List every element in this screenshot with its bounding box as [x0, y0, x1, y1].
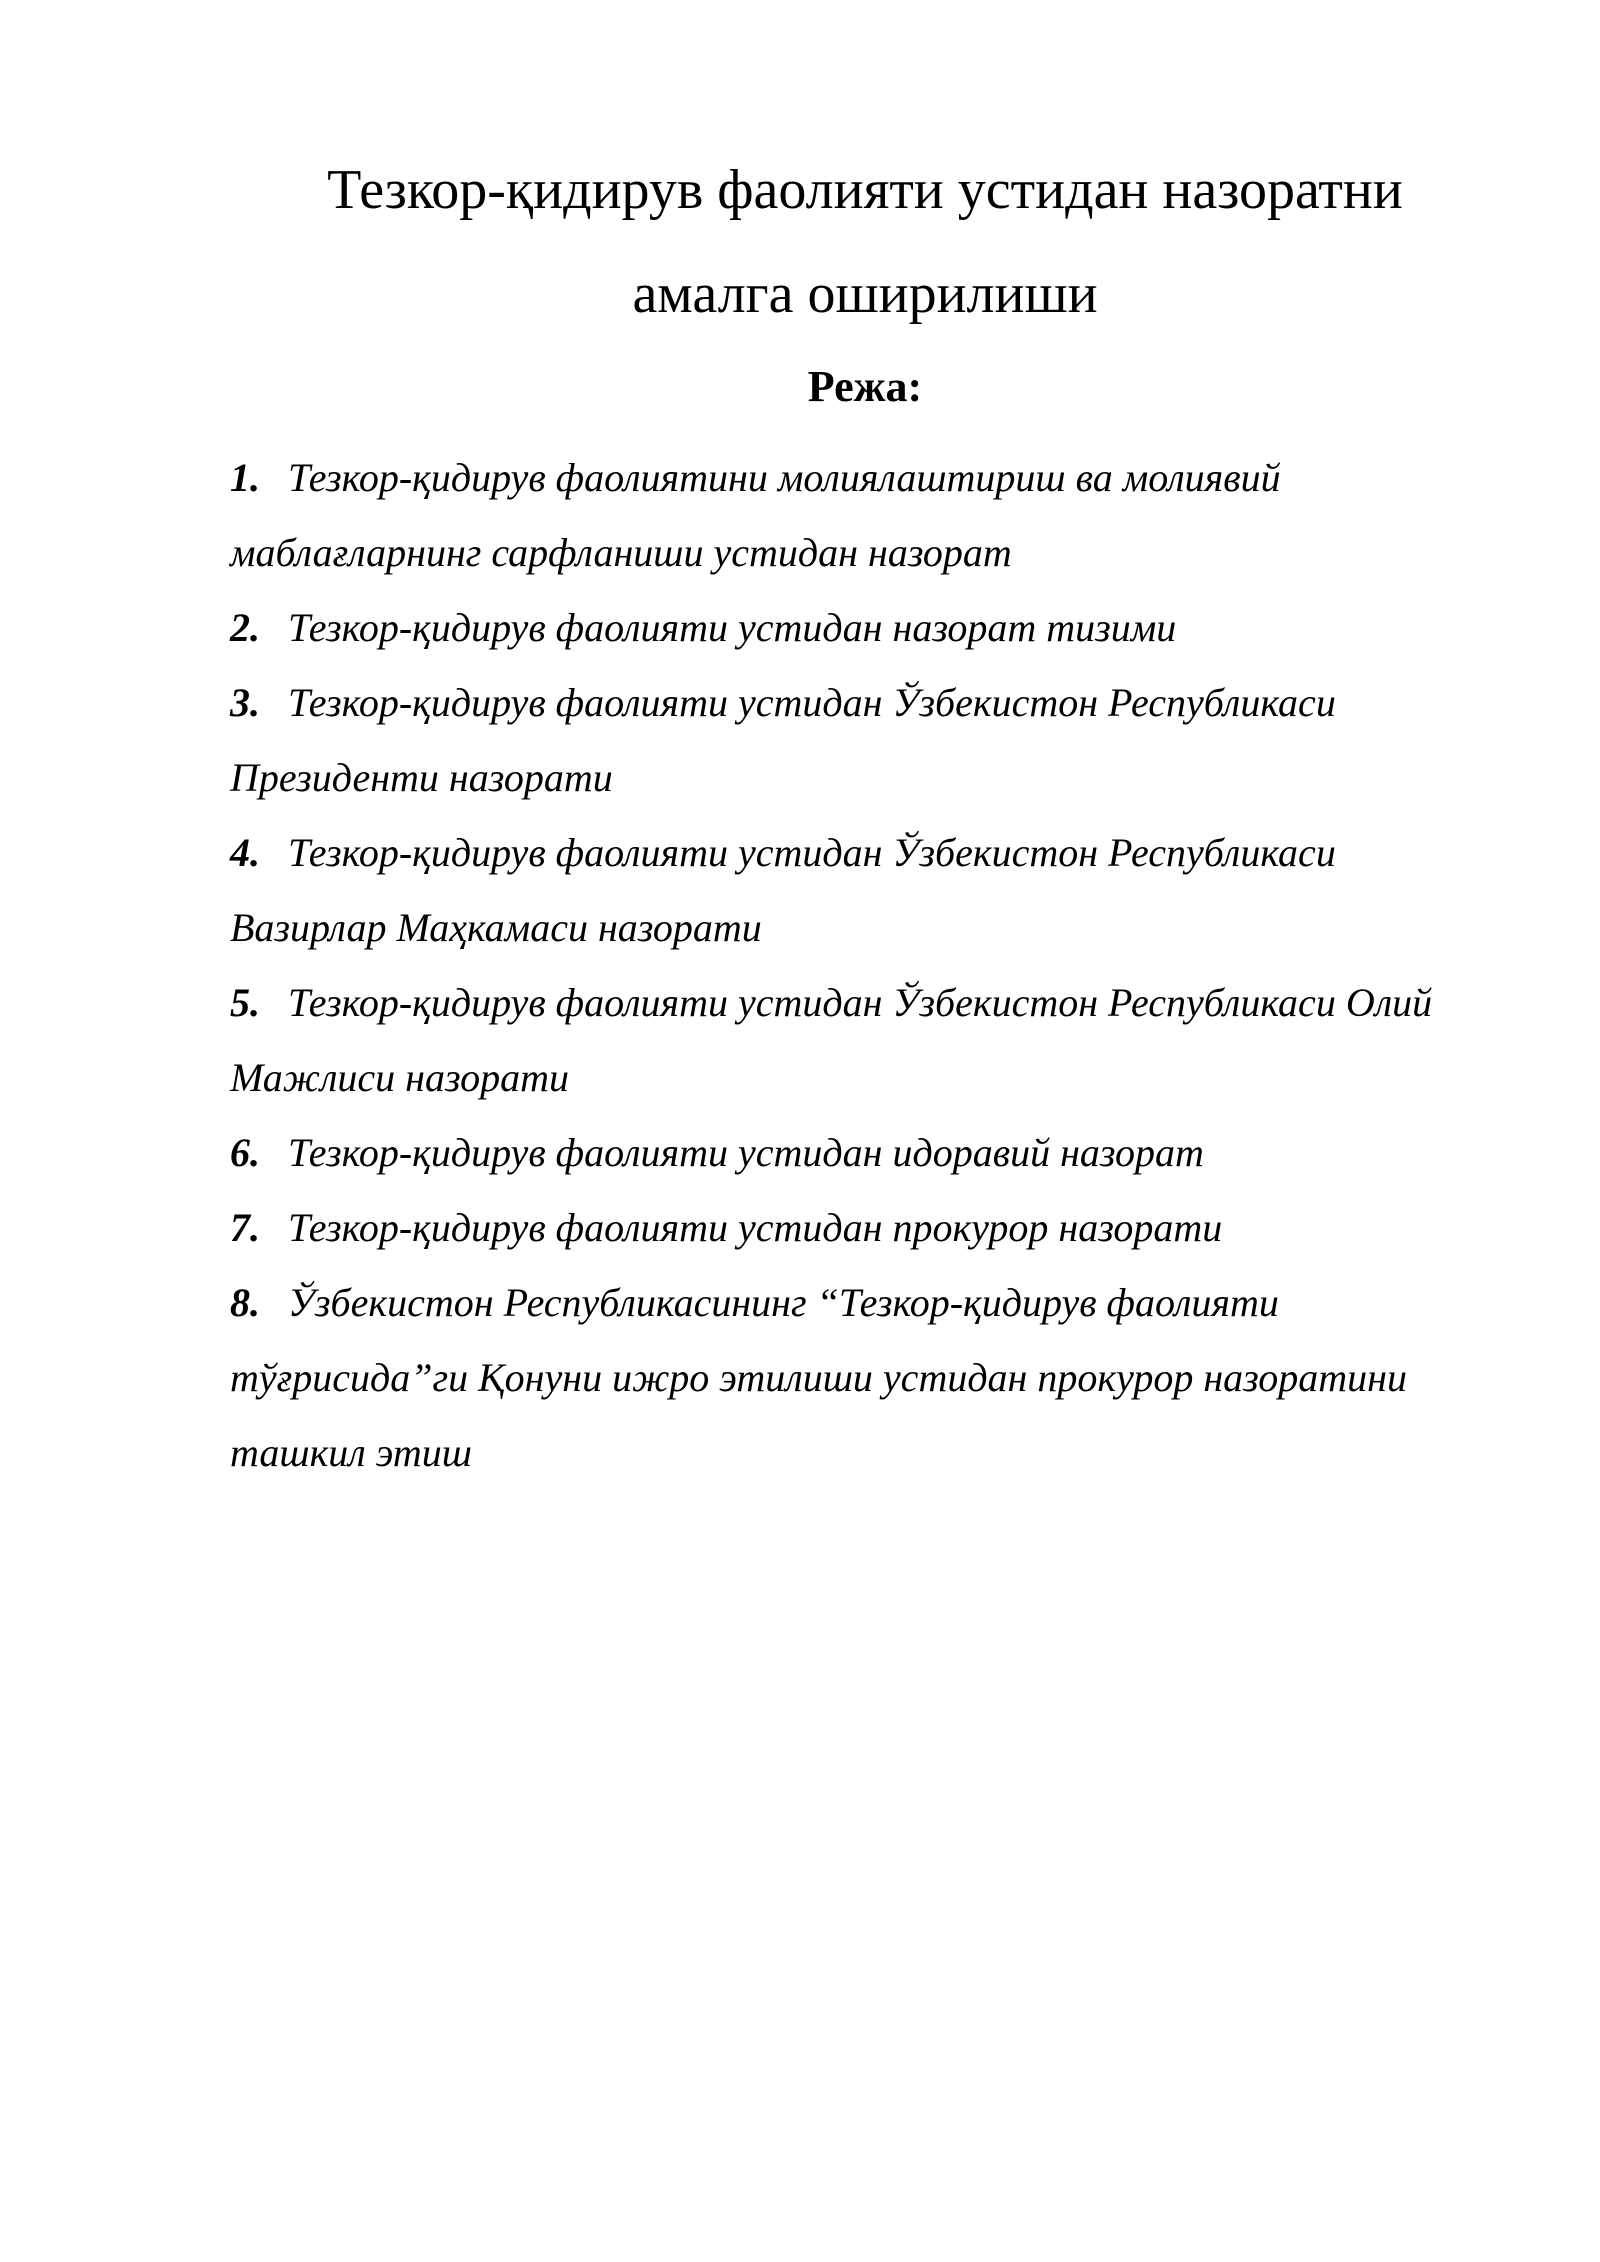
- plan-item-text: Тезкор-қидирув фаолияти устидан идоравий назорат: [288, 1130, 1204, 1175]
- plan-item-number: 4.: [230, 830, 260, 875]
- plan-item-number: 7.: [230, 1205, 260, 1250]
- plan-item-number: 3.: [230, 680, 260, 725]
- plan-item-number: 2.: [230, 605, 260, 650]
- plan-item-8: [230, 1265, 1490, 1490]
- plan-item-7: [230, 1190, 1490, 1265]
- plan-item-number: 8.: [230, 1280, 260, 1325]
- plan-item-number: 1.: [230, 455, 260, 500]
- plan-item-2: [230, 590, 1490, 665]
- plan-item-5: [230, 965, 1490, 1115]
- plan-item-text: Тезкор-қидирув фаолияти устидан Ўзбекистон Республикаси Олий Мажлиси назорати: [230, 980, 1433, 1100]
- plan-heading: Режа:: [807, 362, 923, 411]
- plan-item-text: Тезкор-қидирув фаолиятини молиялаштириш ва молиявий маблағларнинг сарфланиши устидан назорат: [230, 455, 1281, 575]
- plan-item-6: [230, 1115, 1490, 1190]
- plan-list: [230, 440, 1490, 1490]
- plan-item-text: Тезкор-қидирув фаолияти устидан Ўзбекистон Республикаси Президенти назорати: [230, 680, 1336, 800]
- plan-item-text: Тезкор-қидирув фаолияти устидан Ўзбекистон Республикаси Вазирлар Маҳкамаси назорати: [230, 830, 1336, 950]
- plan-item-text: Тезкор-қидирув фаолияти устидан назорат тизими: [288, 605, 1177, 650]
- plan-item-4: [230, 815, 1490, 965]
- plan-item-number: 5.: [230, 980, 260, 1025]
- document-title-line-2: амалга оширилиши: [632, 263, 1098, 325]
- plan-item-1: [230, 440, 1490, 590]
- document-title-line-1: Тезкор-қидирув фаолияти устидан назоратни: [327, 159, 1403, 221]
- plan-item-3: [230, 665, 1490, 815]
- plan-item-text: Тезкор-қидирув фаолияти устидан прокурор назорати: [288, 1205, 1223, 1250]
- plan-item-number: 6.: [230, 1130, 260, 1175]
- plan-item-text: Ўзбекистон Республикасининг “Тезкор-қидирув фаолияти тўғрисида”ги Қонуни ижро этилиши устидан прокурор назоратини ташкил этиш: [230, 1280, 1407, 1475]
